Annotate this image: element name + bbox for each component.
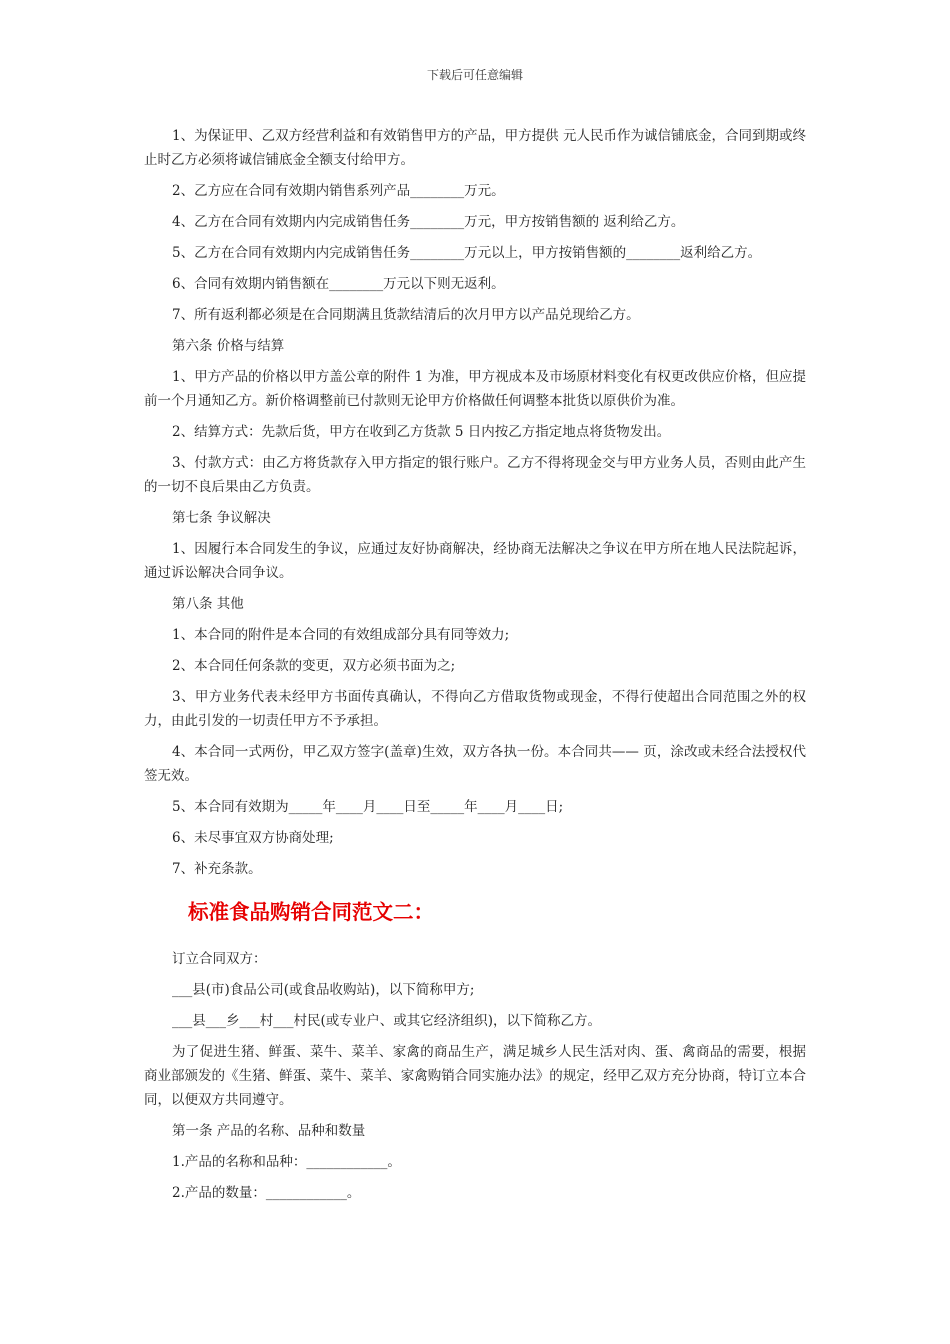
clause-paragraph: 1、本合同的附件是本合同的有效组成部分具有同等效力; [172,627,510,643]
clause-paragraph: 3、付款方式：由乙方将货款存入甲方指定的银行账户。乙方不得将现金交与甲方业务人员，否则由此产生的一切不良后果由乙方负责。 [144,455,806,495]
article-heading: 第一条 产品的名称、品种和数量 [172,1123,366,1139]
article-heading: 第八条 其他 [172,596,244,612]
clause-paragraph: 3、甲方业务代表未经甲方书面传真确认，不得向乙方借取货物或现金，不得行使超出合同范围之外的权力，由此引发的一切责任甲方不予承担。 [144,689,806,729]
clause-paragraph: 1.产品的名称和品种：____________。 [172,1154,401,1170]
document-body [144,124,806,1212]
clause-paragraph: 5、乙方在合同有效期内内完成销售任务________万元以上，甲方按销售额的________返利给乙方。 [172,245,762,261]
article-heading: 第七条 争议解决 [172,510,271,526]
clause-paragraph: 4、本合同一式两份，甲乙双方签字(盖章)生效，双方各执一份。本合同共—— 页，涂改或未经合法授权代签无效。 [144,744,806,784]
page-header: 下载后可任意编辑 [426,68,523,82]
clause-paragraph: 订立合同双方： [172,951,267,967]
contract-part-two [144,947,806,1205]
clause-paragraph: 为了促进生猪、鲜蛋、菜牛、菜羊、家禽的商品生产，满足城乡人民生活对肉、蛋、禽商品的需要，根据商业部颁发的《生猪、鲜蛋、菜牛、菜羊、家禽购销合同实施办法》的规定，经甲乙双方充分协商，特订立本合同，以便双方共同遵守。 [144,1044,806,1108]
clause-paragraph: 1、甲方产品的价格以甲方盖公章的附件 1 为准，甲方视成本及市场原材料变化有权更改供应价格，但应提前一个月通知乙方。新价格调整前已付款则无论甲方价格做任何调整本批货以原供价为准。 [144,369,806,409]
clause-paragraph: 1、因履行本合同发生的争议，应通过友好协商解决，经协商无法解决之争议在甲方所在地人民法院起诉，通过诉讼解决合同争议。 [144,541,806,581]
clause-paragraph: 2、本合同任何条款的变更，双方必须书面为之; [172,658,456,674]
clause-paragraph: 2、乙方应在合同有效期内销售系列产品________万元。 [172,183,505,199]
clause-paragraph: ___县___乡___村___村民(或专业户、或其它经济组织)，以下简称乙方。 [172,1013,602,1029]
clause-paragraph: ___县(市)食品公司(或食品收购站)，以下简称甲方; [172,982,475,998]
clause-paragraph: 6、未尽事宜双方协商处理; [172,830,334,846]
clause-paragraph: 1、为保证甲、乙双方经营利益和有效销售甲方的产品，甲方提供 元人民币作为诚信铺底金，合同到期或终止时乙方必须将诚信铺底金全额支付给甲方。 [144,128,806,168]
clause-paragraph: 4、乙方在合同有效期内内完成销售任务________万元，甲方按销售额的 返利给乙方。 [172,214,685,230]
clause-paragraph: 7、补充条款。 [172,861,262,877]
clause-paragraph: 7、所有返利都必须是在合同期满且货款结清后的次月甲方以产品兑现给乙方。 [172,307,640,323]
clause-paragraph: 5、本合同有效期为_____年____月____日至_____年____月____日; [172,799,564,815]
article-heading: 第六条 价格与结算 [172,338,285,354]
clause-paragraph: 2.产品的数量：____________。 [172,1185,361,1201]
section-title: 标准食品购销合同范文二： [188,900,434,924]
clause-paragraph: 2、结算方式：先款后货，甲方在收到乙方货款 5 日内按乙方指定地点将货物发出。 [172,424,671,440]
clause-paragraph: 6、合同有效期内销售额在________万元以下则无返利。 [172,276,505,292]
contract-part-one [144,124,806,881]
